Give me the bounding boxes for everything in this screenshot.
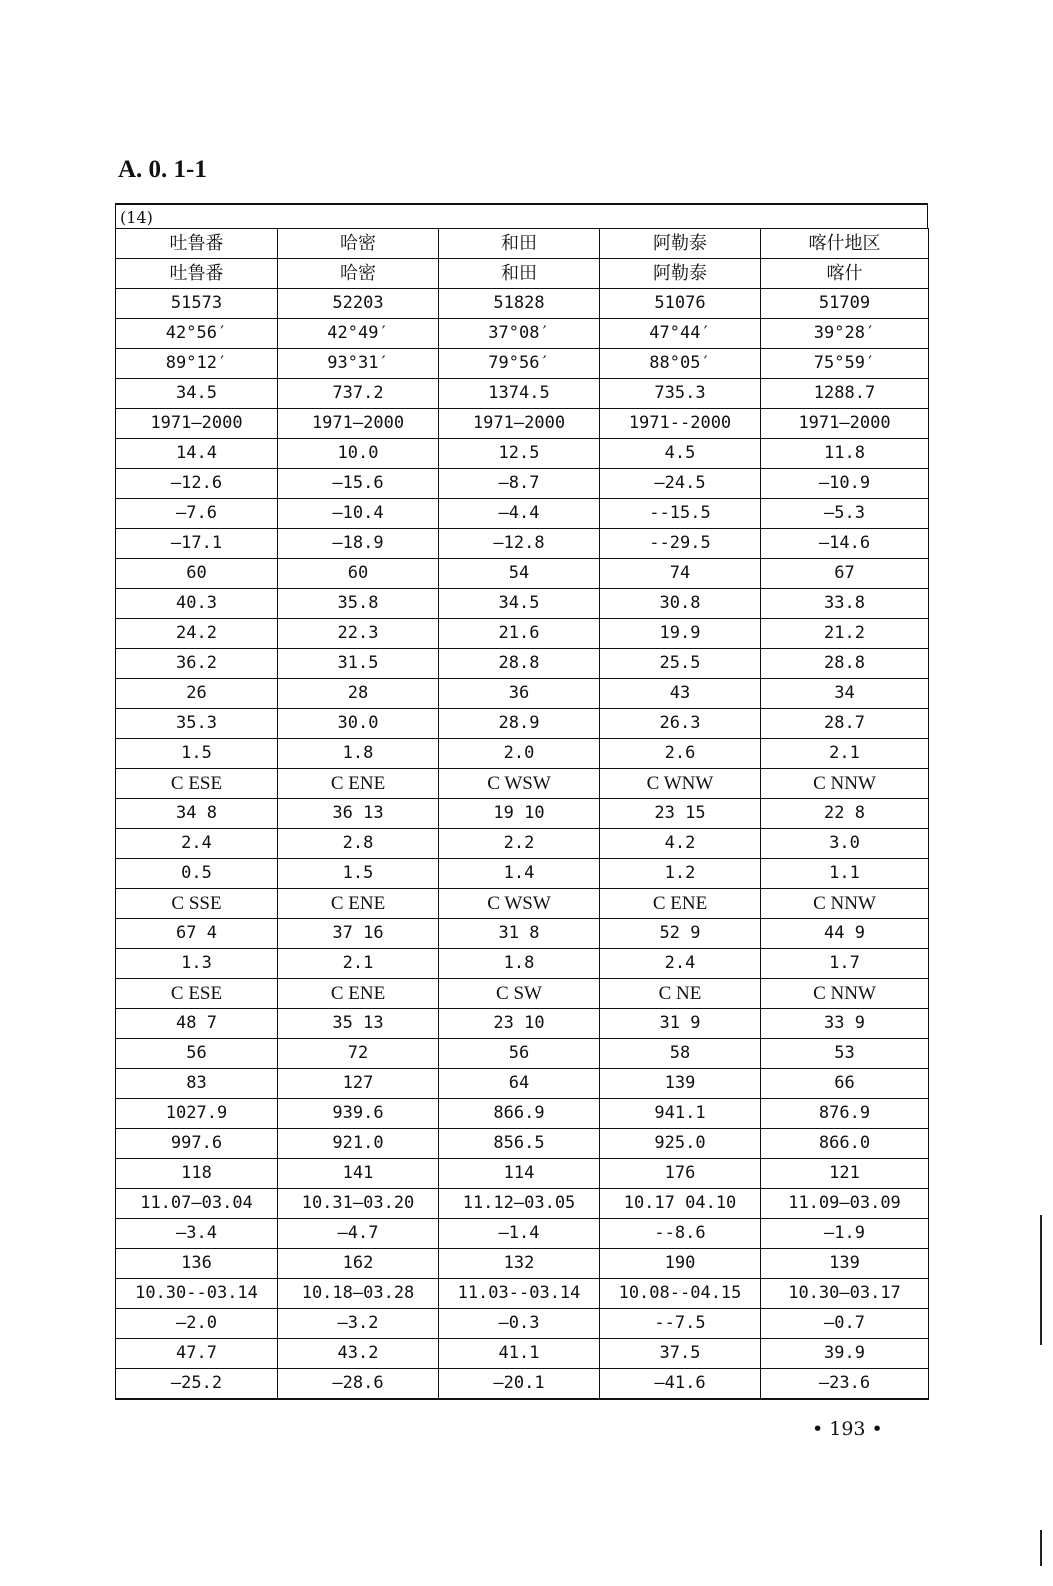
table-cell: —23.6 [761,1369,929,1400]
table-cell: 36 13 [278,799,439,829]
table-cell: 1971—2000 [761,409,929,439]
table-cell: 51076 [600,289,761,319]
table-cell: —10.4 [278,499,439,529]
table-row [116,469,929,499]
table-row [116,1219,929,1249]
table-row [116,409,929,439]
page-number: • 193 • [812,1418,883,1440]
table-cell: 33.8 [761,589,929,619]
table-cell: 1374.5 [439,379,600,409]
table-cell: C SW [439,979,600,1009]
table-row [116,1189,929,1219]
table-cell: 1971—2000 [439,409,600,439]
table-cell: 30.8 [600,589,761,619]
table-cell: C NNW [761,889,929,919]
table-cell: —8.7 [439,469,600,499]
table-cell: C NNW [761,979,929,1009]
table-cell: 132 [439,1249,600,1279]
table-cell: —0.7 [761,1309,929,1339]
table-cell: 139 [761,1249,929,1279]
table-cell: —24.5 [600,469,761,499]
table-cell: 35.8 [278,589,439,619]
table-cell: 37 16 [278,919,439,949]
table-cell: 阿勒泰 [600,229,761,259]
table-row [116,649,929,679]
table-cell: 1027.9 [116,1099,278,1129]
table-cell: 88°05′ [600,349,761,379]
table-row [116,709,929,739]
table-cell: 19.9 [600,619,761,649]
table-row [116,829,929,859]
table-cell: C ESE [116,769,278,799]
table-cell: 3.0 [761,829,929,859]
table-cell: 11.09—03.09 [761,1189,929,1219]
table-row [116,1159,929,1189]
table-cell: C ENE [600,889,761,919]
table-cell: 24.2 [116,619,278,649]
table-cell: 11.8 [761,439,929,469]
table-cell: 吐鲁番 [116,259,278,289]
table-cell: C ESE [116,979,278,1009]
table-cell: 51709 [761,289,929,319]
table-cell: 36.2 [116,649,278,679]
table-cell: 136 [116,1249,278,1279]
table-row [116,1369,929,1400]
table-cell: 2.1 [761,739,929,769]
table-row [116,859,929,889]
table-cell: 53 [761,1039,929,1069]
table-row [116,439,929,469]
table-cell: 190 [600,1249,761,1279]
table-label: (14) [115,203,928,228]
table-cell: 28.7 [761,709,929,739]
table-row [116,949,929,979]
table-cell: 22 8 [761,799,929,829]
climate-data-table [115,228,929,1400]
table-row [116,229,929,259]
table-cell: 79°56′ [439,349,600,379]
table-row [116,979,929,1009]
table-cell: 28.8 [439,649,600,679]
table-cell: 2.4 [116,829,278,859]
table-cell: 31 8 [439,919,600,949]
table-cell: 34.5 [439,589,600,619]
table-cell: 10.18—03.28 [278,1279,439,1309]
table-cell: 58 [600,1039,761,1069]
table-row [116,289,929,319]
table-cell: —7.6 [116,499,278,529]
table-row [116,1249,929,1279]
table-cell: 42°49′ [278,319,439,349]
table-cell: 35 13 [278,1009,439,1039]
table-cell: 31 9 [600,1009,761,1039]
table-cell: 37°08′ [439,319,600,349]
table-cell: 31.5 [278,649,439,679]
table-cell: 735.3 [600,379,761,409]
table-cell: 139 [600,1069,761,1099]
table-cell: 12.5 [439,439,600,469]
table-cell: --29.5 [600,529,761,559]
table-cell: 44 9 [761,919,929,949]
scan-edge-mark [1040,1530,1042,1566]
table-row [116,379,929,409]
table-row [116,1129,929,1159]
table-cell: 93°31′ [278,349,439,379]
table-cell: 67 4 [116,919,278,949]
table-cell: 64 [439,1069,600,1099]
table-row [116,1309,929,1339]
table-cell: 2.0 [439,739,600,769]
table-cell: 39°28′ [761,319,929,349]
table-cell: 28.8 [761,649,929,679]
table-row [116,529,929,559]
table-cell: 67 [761,559,929,589]
table-cell: --8.6 [600,1219,761,1249]
table-cell: 1288.7 [761,379,929,409]
table-row [116,559,929,589]
table-cell: —1.9 [761,1219,929,1249]
table-cell: 2.4 [600,949,761,979]
table-cell: 喀什地区 [761,229,929,259]
table-cell: 41.1 [439,1339,600,1369]
table-cell: C WSW [439,769,600,799]
table-row [116,1339,929,1369]
table-cell: --15.5 [600,499,761,529]
section-title: A. 0. 1-1 [118,156,207,183]
table-cell: —0.3 [439,1309,600,1339]
table-cell: 11.07—03.04 [116,1189,278,1219]
table-row [116,1279,929,1309]
table-cell: —18.9 [278,529,439,559]
table-cell: 0.5 [116,859,278,889]
table-cell: 54 [439,559,600,589]
table-cell: 997.6 [116,1129,278,1159]
table-cell: 2.8 [278,829,439,859]
table-row [116,259,929,289]
table-cell: 866.9 [439,1099,600,1129]
table-cell: 1.3 [116,949,278,979]
table-cell: 141 [278,1159,439,1189]
table-cell: C ENE [278,769,439,799]
table-cell: 1.7 [761,949,929,979]
table-cell: 21.2 [761,619,929,649]
table-cell: 60 [278,559,439,589]
table-cell: 43 [600,679,761,709]
table-cell: 1.8 [439,949,600,979]
table-cell: C ENE [278,979,439,1009]
table-row [116,739,929,769]
table-cell: 14.4 [116,439,278,469]
table-cell: 28 [278,679,439,709]
table-cell: 吐鲁番 [116,229,278,259]
table-cell: 37.5 [600,1339,761,1369]
table-cell: 35.3 [116,709,278,739]
table-cell: 114 [439,1159,600,1189]
table-cell: C SSE [116,889,278,919]
table-cell: 34 8 [116,799,278,829]
table-row [116,499,929,529]
table-cell: 925.0 [600,1129,761,1159]
table-row [116,769,929,799]
table-cell: 10.0 [278,439,439,469]
climate-data-table-container [115,203,928,1400]
table-cell: —17.1 [116,529,278,559]
table-cell: 喀什 [761,259,929,289]
table-cell: 52203 [278,289,439,319]
table-cell: C NE [600,979,761,1009]
table-cell: 162 [278,1249,439,1279]
table-cell: 72 [278,1039,439,1069]
table-cell: 4.5 [600,439,761,469]
table-cell: 47.7 [116,1339,278,1369]
table-row [116,919,929,949]
table-row [116,889,929,919]
table-cell: 56 [439,1039,600,1069]
table-cell: 26.3 [600,709,761,739]
table-cell: C WSW [439,889,600,919]
table-cell: 2.6 [600,739,761,769]
table-cell: —25.2 [116,1369,278,1400]
table-cell: 2.2 [439,829,600,859]
table-cell: 10.31—03.20 [278,1189,439,1219]
table-cell: 1971—2000 [116,409,278,439]
table-cell: 阿勒泰 [600,259,761,289]
table-cell: 52 9 [600,919,761,949]
table-row [116,619,929,649]
table-cell: 10.30--03.14 [116,1279,278,1309]
table-row [116,679,929,709]
table-cell: 33 9 [761,1009,929,1039]
table-cell: —1.4 [439,1219,600,1249]
table-row [116,589,929,619]
table-cell: 1.5 [278,859,439,889]
table-cell: 737.2 [278,379,439,409]
table-cell: —3.4 [116,1219,278,1249]
table-cell: 2.1 [278,949,439,979]
table-cell: —2.0 [116,1309,278,1339]
table-cell: 26 [116,679,278,709]
table-cell: 74 [600,559,761,589]
table-cell: 60 [116,559,278,589]
table-cell: 11.03--03.14 [439,1279,600,1309]
table-row [116,1069,929,1099]
table-cell: 121 [761,1159,929,1189]
table-cell: 23 10 [439,1009,600,1039]
table-cell: 89°12′ [116,349,278,379]
scan-edge-mark [1040,1215,1042,1345]
table-cell: —20.1 [439,1369,600,1400]
table-cell: 哈密 [278,259,439,289]
table-cell: 10.08--04.15 [600,1279,761,1309]
table-cell: 1971—2000 [278,409,439,439]
table-cell: 42°56′ [116,319,278,349]
table-cell: —14.6 [761,529,929,559]
table-cell: 哈密 [278,229,439,259]
table-cell: 75°59′ [761,349,929,379]
table-cell: 866.0 [761,1129,929,1159]
table-row [116,319,929,349]
table-cell: 1.5 [116,739,278,769]
table-cell: —4.7 [278,1219,439,1249]
table-cell: —4.4 [439,499,600,529]
table-cell: —28.6 [278,1369,439,1400]
table-cell: 47°44′ [600,319,761,349]
table-cell: —41.6 [600,1369,761,1400]
table-cell: 40.3 [116,589,278,619]
table-cell: 25.5 [600,649,761,679]
table-cell: 22.3 [278,619,439,649]
table-cell: 83 [116,1069,278,1099]
table-cell: 1.8 [278,739,439,769]
table-cell: 48 7 [116,1009,278,1039]
table-cell: 51828 [439,289,600,319]
table-cell: 941.1 [600,1099,761,1129]
table-cell: 4.2 [600,829,761,859]
table-cell: 39.9 [761,1339,929,1369]
table-row [116,799,929,829]
table-cell: 939.6 [278,1099,439,1129]
table-cell: 19 10 [439,799,600,829]
table-cell: 34 [761,679,929,709]
table-cell: —15.6 [278,469,439,499]
table-row [116,1099,929,1129]
table-cell: 1.1 [761,859,929,889]
table-cell: 127 [278,1069,439,1099]
table-cell: —10.9 [761,469,929,499]
table-row [116,349,929,379]
table-cell: 11.12—03.05 [439,1189,600,1219]
table-body [116,229,929,1400]
table-cell: 176 [600,1159,761,1189]
table-row [116,1039,929,1069]
table-cell: 1971--2000 [600,409,761,439]
table-cell: 51573 [116,289,278,319]
table-cell: —5.3 [761,499,929,529]
table-cell: 921.0 [278,1129,439,1159]
table-cell: 34.5 [116,379,278,409]
table-cell: 10.17 04.10 [600,1189,761,1219]
table-cell: 43.2 [278,1339,439,1369]
table-cell: 和田 [439,229,600,259]
table-cell: 23 15 [600,799,761,829]
table-cell: 56 [116,1039,278,1069]
table-cell: —3.2 [278,1309,439,1339]
table-cell: 36 [439,679,600,709]
table-cell: 10.30—03.17 [761,1279,929,1309]
table-cell: 30.0 [278,709,439,739]
table-cell: —12.8 [439,529,600,559]
table-cell: --7.5 [600,1309,761,1339]
table-cell: —12.6 [116,469,278,499]
table-cell: 和田 [439,259,600,289]
table-cell: 856.5 [439,1129,600,1159]
table-cell: 1.2 [600,859,761,889]
table-cell: C NNW [761,769,929,799]
table-cell: 21.6 [439,619,600,649]
table-cell: C ENE [278,889,439,919]
table-cell: 28.9 [439,709,600,739]
table-cell: 118 [116,1159,278,1189]
table-cell: C WNW [600,769,761,799]
table-cell: 1.4 [439,859,600,889]
table-cell: 66 [761,1069,929,1099]
table-row [116,1009,929,1039]
table-cell: 876.9 [761,1099,929,1129]
